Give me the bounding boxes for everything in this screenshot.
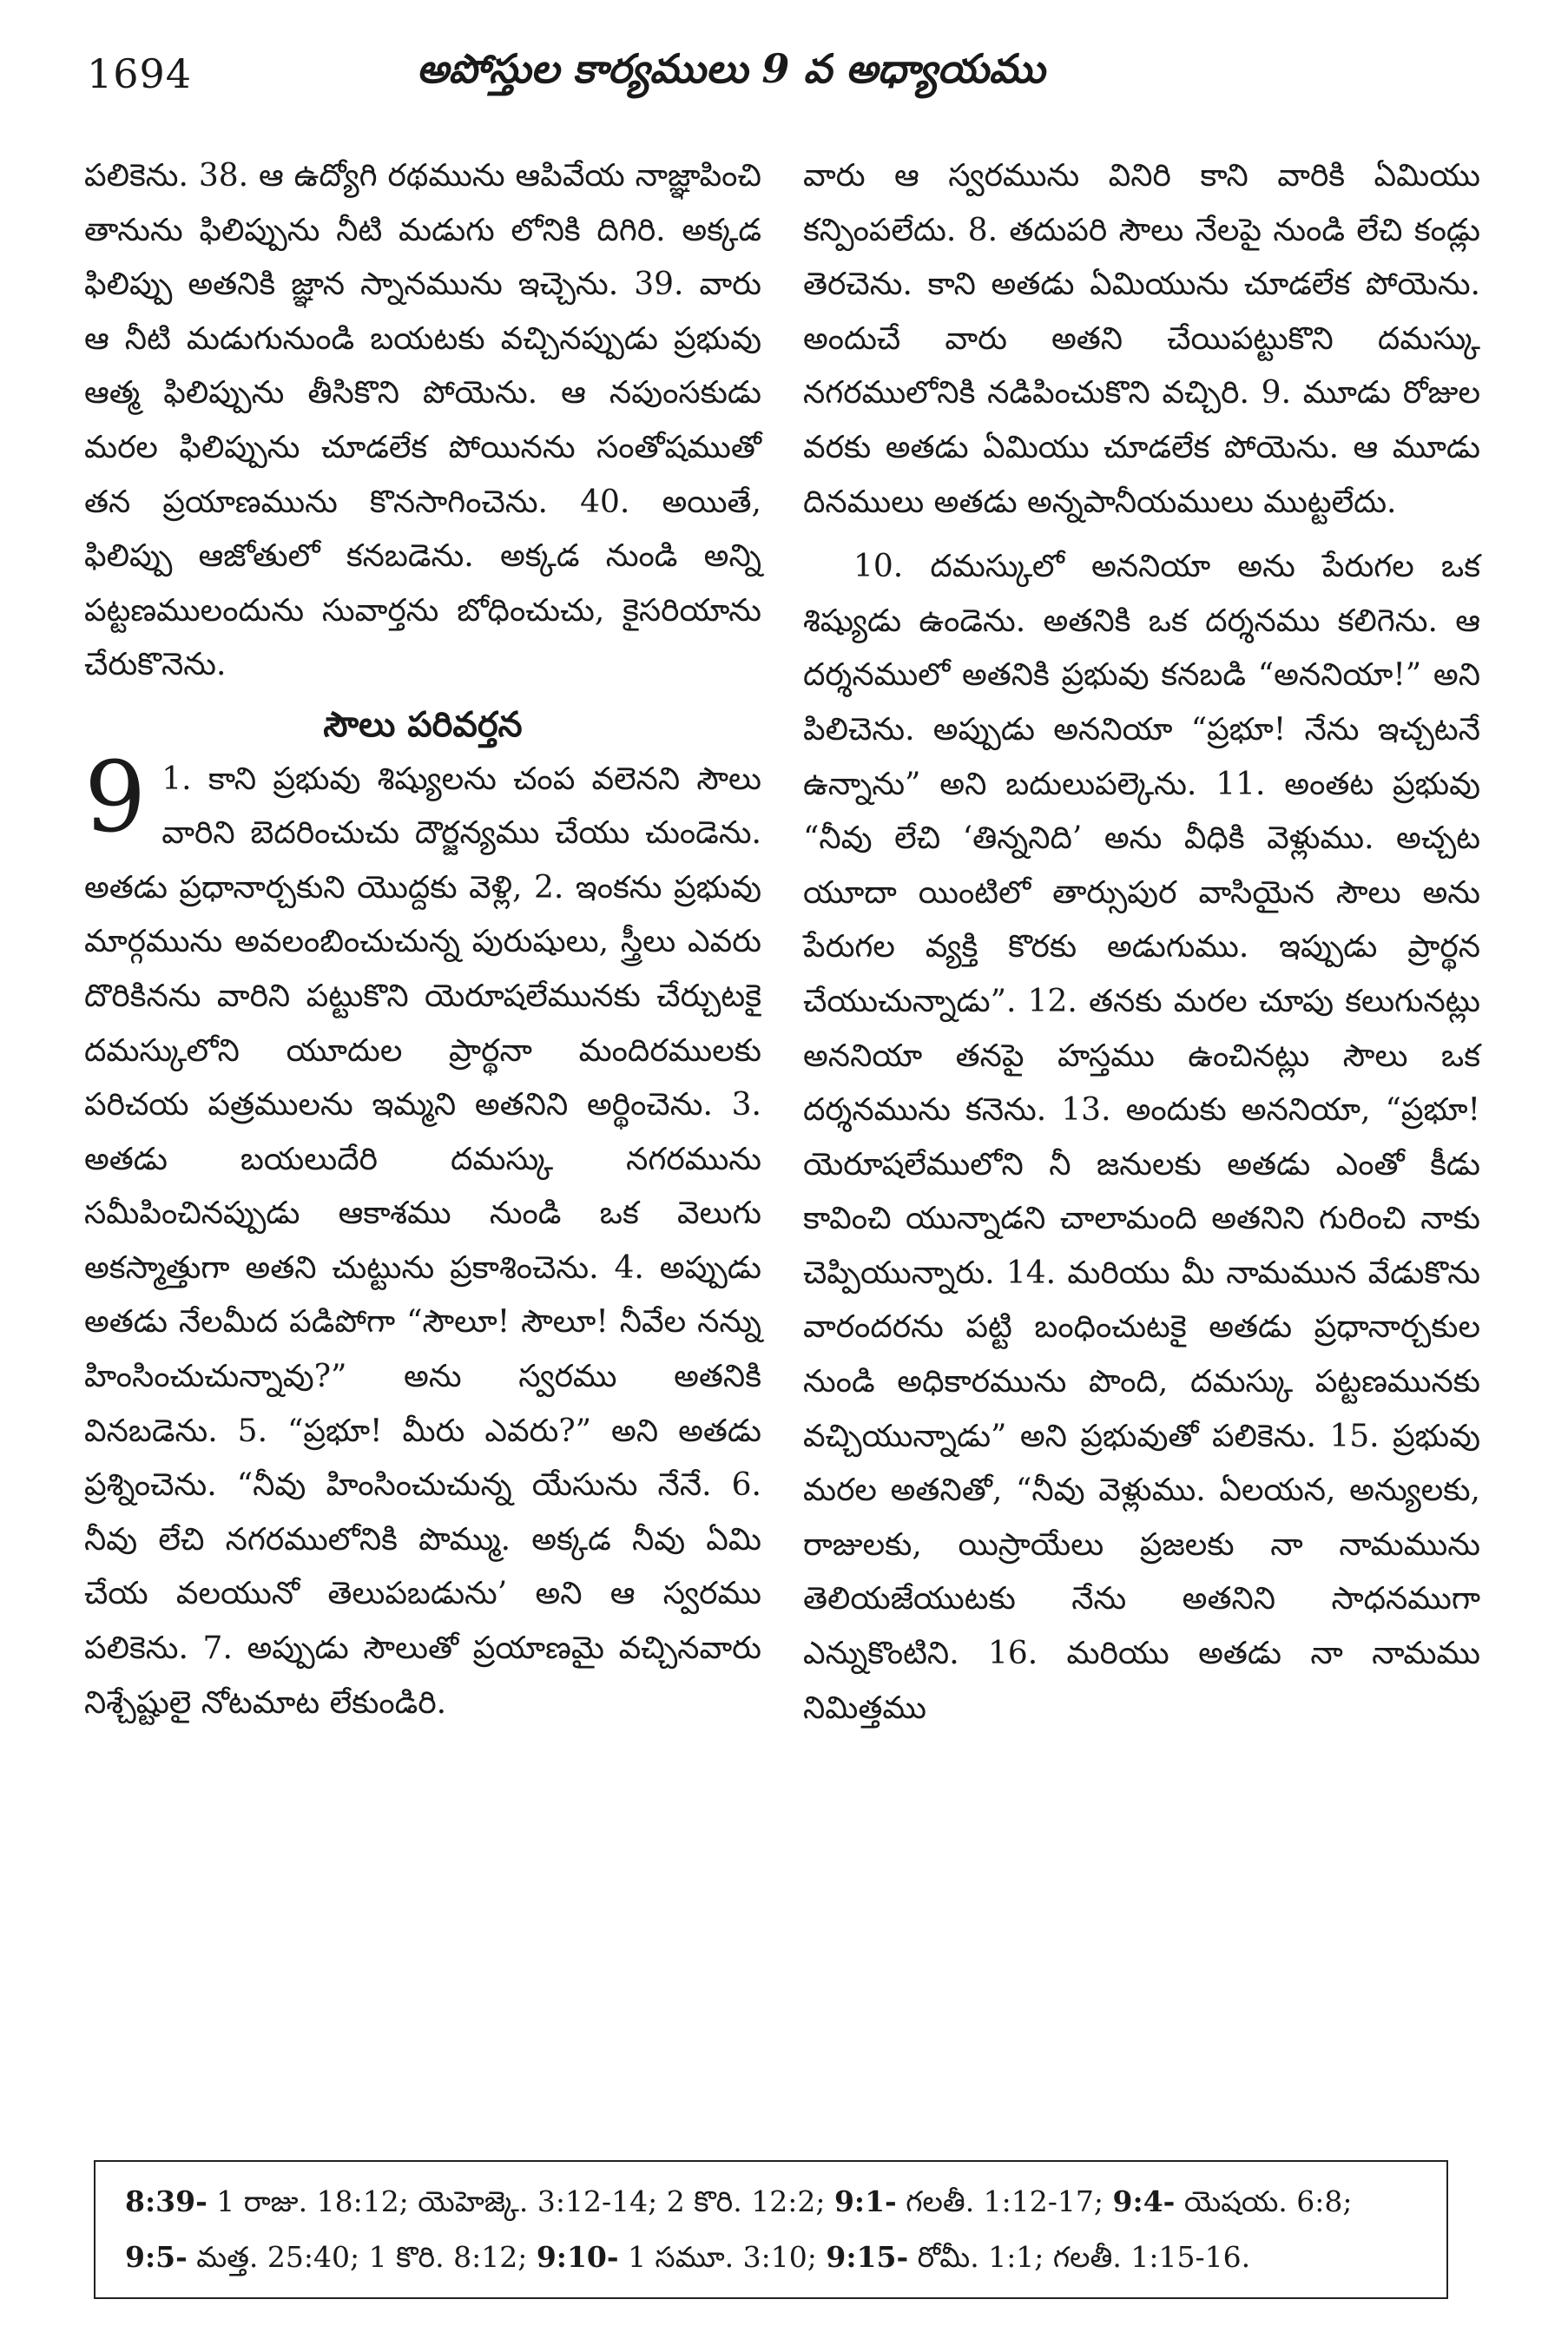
footnote-ref-label: 9:10- xyxy=(536,2240,619,2274)
footnote-ref-label: 9:4- xyxy=(1112,2184,1176,2218)
footnote-ref-label: 9:5- xyxy=(125,2240,188,2274)
paragraph: వారు ఆ స్వరమును వినిరి కాని వారికి ఏమియు కన్పింపలేదు. 8. తదుపరి సౌలు నేలపై నుండి లేచి కండ్లు తెరచెను. కాని అతడు ఏమియును చూడలేక పోయెను. అందుచే వారు అతని చేయిపట్టుకొని దమస్కు నగరములోనికి నడిపించుకొని వచ్చిరి. 9. మూడు రోజుల వరకు అతడు ఏమియు చూడలేక పోయెను. ఆ మూడు దినములు అతడు అన్నపానీయములు ముట్టలేదు. xyxy=(803,158,1480,520)
footnote-ref-text: యెషయ. 6:8; xyxy=(1175,2184,1353,2218)
page-number: 1694 xyxy=(87,50,193,97)
footnote-ref-label: 9:1- xyxy=(833,2184,897,2218)
paragraph: పలికెను. 38. ఆ ఉద్యోగి రథమును ఆపివేయ నాజ్ఞాపించి తానును ఫిలిప్పును నీటి మడుగు లోనికి దిగిరి. అక్కడ ఫిలిప్పు అతనికి జ్ఞాన స్నానమును ఇచ్చెను. 39. వారు ఆ నీటి మడుగునుండి బయటకు వచ్చినప్పుడు ప్రభువు ఆత్మ ఫిలిప్పును తీసికొని పోయెను. ఆ నపుంసకుడు మరల ఫిలిప్పును చూడలేక పోయినను సంతోషముతో తన ప్రయాణమును కొనసాగించెను. 40. అయితే, ఫిలిప్పు ఆజోతులో కనబడెను. అక్కడ నుండి అన్ని పట్టణములందును సువార్తను బోధించుచు, కైసరియాను చేరుకొనెను. xyxy=(84,158,761,683)
cross-reference-box xyxy=(94,2160,1448,2299)
paragraph: 10. దమస్కులో అననియా అను పేరుగల ఒక శిష్యుడు ఉండెను. అతనికి ఒక దర్శనము కలిగెను. ఆ దర్శనములో అతనికి ప్రభువు కనబడి “అననియా!” అని పిలిచెను. అప్పుడు అననియా “ప్రభూ! నేను ఇచ్చటనే ఉన్నాను” అని బదులుపల్కెను. 11. అంతట ప్రభువు “నీవు లేచి ‘తిన్ననిది’ అను వీధికి వెళ్లుము. అచ్చట యూదా యింటిలో తార్సుపుర వాసియైన సౌలు అను పేరుగల వ్యక్తి కొరకు అడుగుము. ఇప్పుడు ప్రార్థన చేయుచున్నాడు”. 12. తనకు మరల చూపు కలుగునట్లు అననియా తనపై హస్తము ఉంచినట్లు సౌలు ఒక దర్శనమును కనెను. 13. అందుకు అననియా, “ప్రభూ! యెరూషలేములోని నీ జనులకు అతడు ఎంతో కీడు కావించి యున్నాడని చాలామంది అతనిని గురించి నాకు చెప్పియున్నారు. 14. మరియు మీ నామమున వేడుకొను వారందరను పట్టి బంధించుటకై అతడు ప్రధానార్చకుల నుండి అధికారమును పొంది, దమస్కు పట్టణమునకు వచ్చియున్నాడు” అని ప్రభువుతో పలికెను. 15. ప్రభువు మరల అతనితో, “నీవు వెళ్లుము. ఏలయన, అన్యులకు, రాజులకు, యిస్రాయేలు ప్రజలకు నా నామమును తెలియజేయుటకు నేను అతనిని సాధనముగా ఎన్నుకొంటిని. 16. మరియు అతడు నా నామము నిమిత్తము xyxy=(803,549,1480,1726)
footnote-ref-text: గలతీ. 1:12-17; xyxy=(896,2184,1113,2218)
section-heading: సౌలు పరివర్తన xyxy=(323,703,523,745)
footnote-ref-label: 9:15- xyxy=(826,2240,909,2274)
left-column xyxy=(84,149,761,1730)
footnote-ref-text: రోమీ. 1:1; గలతీ. 1:15-16. xyxy=(908,2240,1251,2274)
right-column xyxy=(803,149,1480,1736)
chapter-paragraph xyxy=(84,741,761,1731)
running-title: అపోస్తుల కార్యములు 9 వ అధ్యాయము xyxy=(417,45,1045,92)
footnote-ref-text: 1 రాజు. 18:12; యెహెజ్కె. 3:12-14; 2 కొరి. 12:2; xyxy=(207,2184,834,2218)
paragraph-text: 1. కాని ప్రభువు శిష్యులను చంప వలెనని సౌలు వారిని బెదరించుచు దౌర్జన్యము చేయు చుండెను. అతడు ప్రధానార్చకుని యొద్దకు వెళ్లి, 2. ఇంకను ప్రభువు మార్గమును అవలంబించుచున్న పురుషులు, స్త్రీలు ఎవరు దొరికినను వారిని పట్టుకొని యెరూషలేమునకు చేర్చుటకై దమస్కులోని యూదుల ప్రార్థనా మందిరములకు పరిచయ పత్రములను ఇమ్మని అతనిని అర్థించెను. 3. అతడు బయలుదేరి దమస్కు నగరమును సమీపించినప్పుడు ఆకాశము నుండి ఒక వెలుగు అకస్మాత్తుగా అతని చుట్టును ప్రకాశించెను. 4. అప్పుడు అతడు నేలమీద పడిపోగా “సౌలూ! సౌలూ! నీవేల నన్ను హింసించుచున్నావు?” అను స్వరము అతనికి వినబడెను. 5. “ప్రభూ! మీరు ఎవరు?” అని అతడు ప్రశ్నించెను. “నీవు హింసించుచున్న యేసును నేనే. 6. నీవు లేచి నగరములోనికి పొమ్ము. అక్కడ నీవు ఏమి చేయ వలయునో తెలుపబడును’ అని ఆ స్వరము పలికెను. 7. అప్పుడు సౌలుతో ప్రయాణమై వచ్చినవారు నిశ్చేష్టులై నోటమాట లేకుండిరి. xyxy=(84,761,761,1721)
chapter-number: 9 xyxy=(84,741,147,854)
footnote-ref-text: మత్త. 25:40; 1 కొరి. 8:12; xyxy=(187,2240,537,2274)
footnote-ref-text: 1 సమూ. 3:10; xyxy=(618,2240,827,2274)
footnote-ref-label: 8:39- xyxy=(125,2184,208,2218)
